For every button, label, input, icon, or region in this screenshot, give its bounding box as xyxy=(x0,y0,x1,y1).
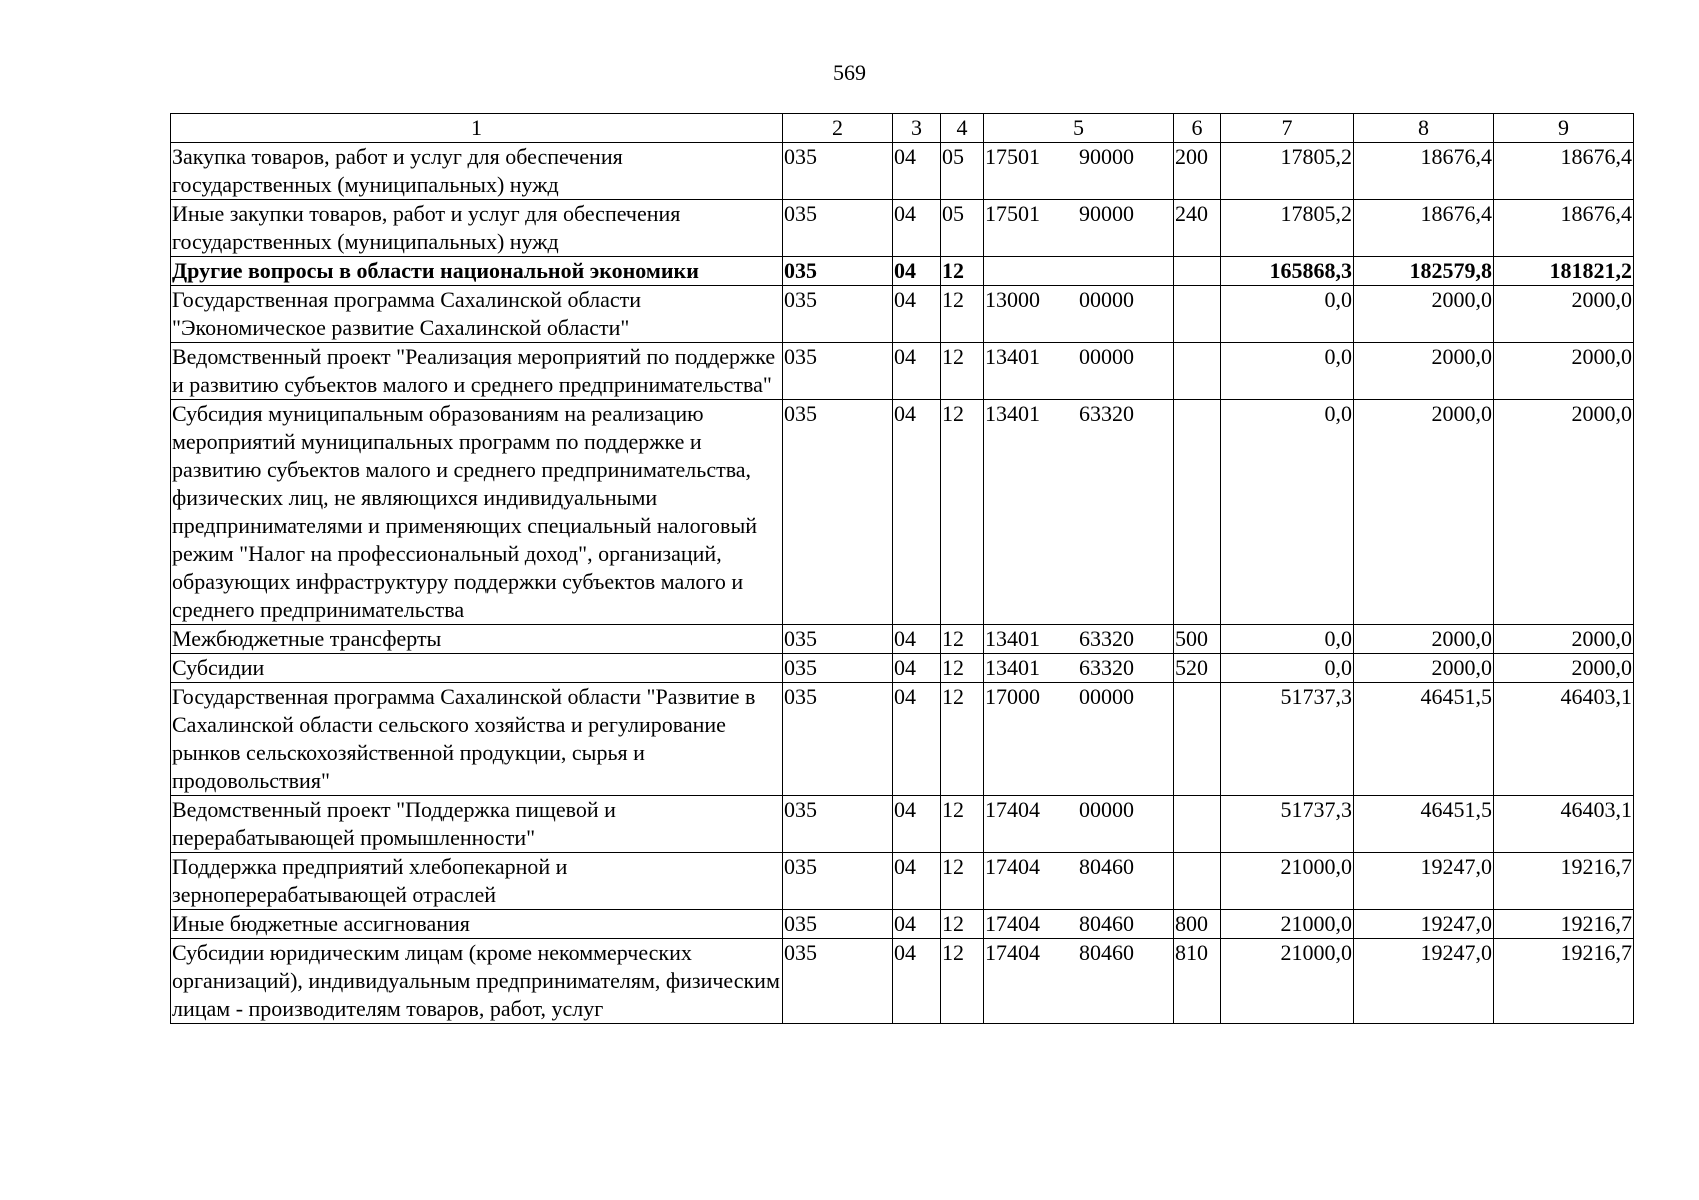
admin-code-cell: 035 xyxy=(783,625,893,654)
target-article-cell xyxy=(984,200,1174,257)
program-code: 17501 xyxy=(985,144,1040,169)
amount-col7-cell: 0,0 xyxy=(1221,343,1354,400)
expense-type-cell: 520 xyxy=(1174,654,1221,683)
amount-col8-cell: 19247,0 xyxy=(1354,939,1494,1024)
row-name-cell: Ведомственный проект "Реализация мероприятий по поддержке и развитию субъектов малого и среднего предпринимательства" xyxy=(171,343,783,400)
target-article-cell xyxy=(984,143,1174,200)
subsection-cell: 12 xyxy=(941,286,984,343)
section-cell: 04 xyxy=(893,200,941,257)
amount-col7-cell: 165868,3 xyxy=(1221,257,1354,286)
section-cell: 04 xyxy=(893,654,941,683)
target-article-cell xyxy=(984,654,1174,683)
amount-col9-cell: 19216,7 xyxy=(1494,910,1634,939)
header-cell: 6 xyxy=(1174,114,1221,143)
table-row xyxy=(171,654,1634,683)
target-article-cell xyxy=(984,257,1174,286)
amount-col7-cell: 17805,2 xyxy=(1221,143,1354,200)
subsection-cell: 12 xyxy=(941,343,984,400)
header-cell: 5 xyxy=(984,114,1174,143)
program-code: 13401 xyxy=(985,344,1040,369)
amount-col8-cell: 2000,0 xyxy=(1354,343,1494,400)
table-body xyxy=(171,143,1634,1024)
section-cell: 04 xyxy=(893,257,941,286)
expense-type-cell xyxy=(1174,683,1221,796)
row-name-cell: Государственная программа Сахалинской области "Развитие в Сахалинской области сельского хозяйства и регулирование рынков сельскохозяйственной продукции, сырья и продовольствия" xyxy=(171,683,783,796)
section-cell: 04 xyxy=(893,683,941,796)
row-name-cell: Иные закупки товаров, работ и услуг для обеспечения государственных (муниципальных) нужд xyxy=(171,200,783,257)
amount-col8-cell: 2000,0 xyxy=(1354,625,1494,654)
amount-col7-cell: 21000,0 xyxy=(1221,853,1354,910)
row-name-cell: Поддержка предприятий хлебопекарной и зерноперерабатывающей отраслей xyxy=(171,853,783,910)
table-row xyxy=(171,286,1634,343)
program-code: 17404 xyxy=(985,854,1040,879)
table-row xyxy=(171,343,1634,400)
program-code: 13401 xyxy=(985,401,1040,426)
amount-col7-cell: 0,0 xyxy=(1221,400,1354,625)
amount-col9-cell: 18676,4 xyxy=(1494,143,1634,200)
amount-col7-cell: 17805,2 xyxy=(1221,200,1354,257)
admin-code-cell: 035 xyxy=(783,683,893,796)
table-row xyxy=(171,257,1634,286)
subsection-cell: 12 xyxy=(941,654,984,683)
admin-code-cell: 035 xyxy=(783,286,893,343)
header-cell: 8 xyxy=(1354,114,1494,143)
program-code: 17000 xyxy=(985,684,1040,709)
amount-col9-cell: 2000,0 xyxy=(1494,343,1634,400)
admin-code-cell: 035 xyxy=(783,654,893,683)
target-article-cell xyxy=(984,796,1174,853)
amount-col9-cell: 19216,7 xyxy=(1494,853,1634,910)
subsection-cell: 12 xyxy=(941,683,984,796)
section-cell: 04 xyxy=(893,143,941,200)
amount-col9-cell: 46403,1 xyxy=(1494,683,1634,796)
expense-type-cell: 240 xyxy=(1174,200,1221,257)
expense-type-cell: 800 xyxy=(1174,910,1221,939)
direction-code: 00000 xyxy=(1079,287,1134,312)
expense-type-cell: 810 xyxy=(1174,939,1221,1024)
direction-code: 63320 xyxy=(1079,401,1134,426)
admin-code-cell: 035 xyxy=(783,910,893,939)
section-cell: 04 xyxy=(893,853,941,910)
amount-col7-cell: 0,0 xyxy=(1221,625,1354,654)
amount-col9-cell: 19216,7 xyxy=(1494,939,1634,1024)
admin-code-cell: 035 xyxy=(783,796,893,853)
section-cell: 04 xyxy=(893,910,941,939)
row-name-cell: Закупка товаров, работ и услуг для обеспечения государственных (муниципальных) нужд xyxy=(171,143,783,200)
row-name-cell: Ведомственный проект "Поддержка пищевой и перерабатывающей промышленности" xyxy=(171,796,783,853)
expense-type-cell xyxy=(1174,343,1221,400)
table-row xyxy=(171,400,1634,625)
amount-col8-cell: 19247,0 xyxy=(1354,853,1494,910)
target-article-cell xyxy=(984,400,1174,625)
row-name-cell: Другие вопросы в области национальной экономики xyxy=(171,257,783,286)
target-article-cell xyxy=(984,343,1174,400)
expense-type-cell xyxy=(1174,853,1221,910)
row-name-cell: Межбюджетные трансферты xyxy=(171,625,783,654)
header-cell: 1 xyxy=(171,114,783,143)
row-name-cell: Субсидии юридическим лицам (кроме некоммерческих организаций), индивидуальным предпринимателям, физическим лицам - производителям товаров, работ, услуг xyxy=(171,939,783,1024)
program-code: 17404 xyxy=(985,940,1040,965)
admin-code-cell: 035 xyxy=(783,200,893,257)
target-article-cell xyxy=(984,910,1174,939)
expense-type-cell: 200 xyxy=(1174,143,1221,200)
subsection-cell: 12 xyxy=(941,910,984,939)
amount-col7-cell: 0,0 xyxy=(1221,286,1354,343)
section-cell: 04 xyxy=(893,400,941,625)
row-name-cell: Иные бюджетные ассигнования xyxy=(171,910,783,939)
row-name-cell: Государственная программа Сахалинской области "Экономическое развитие Сахалинской области" xyxy=(171,286,783,343)
row-name-cell: Субсидии xyxy=(171,654,783,683)
expense-type-cell xyxy=(1174,400,1221,625)
amount-col8-cell: 2000,0 xyxy=(1354,400,1494,625)
amount-col7-cell: 51737,3 xyxy=(1221,796,1354,853)
admin-code-cell: 035 xyxy=(783,257,893,286)
direction-code: 00000 xyxy=(1079,684,1134,709)
program-code: 17404 xyxy=(985,797,1040,822)
admin-code-cell: 035 xyxy=(783,143,893,200)
subsection-cell: 05 xyxy=(941,143,984,200)
header-cell: 2 xyxy=(783,114,893,143)
amount-col9-cell: 18676,4 xyxy=(1494,200,1634,257)
amount-col9-cell: 2000,0 xyxy=(1494,625,1634,654)
direction-code: 63320 xyxy=(1079,626,1134,651)
target-article-cell xyxy=(984,625,1174,654)
section-cell: 04 xyxy=(893,343,941,400)
direction-code: 80460 xyxy=(1079,854,1134,879)
amount-col8-cell: 19247,0 xyxy=(1354,910,1494,939)
table-row xyxy=(171,625,1634,654)
table-row xyxy=(171,143,1634,200)
section-cell: 04 xyxy=(893,939,941,1024)
amount-col7-cell: 0,0 xyxy=(1221,654,1354,683)
page-number: 569 xyxy=(833,60,866,85)
amount-col8-cell: 46451,5 xyxy=(1354,683,1494,796)
target-article-cell xyxy=(984,683,1174,796)
direction-code: 00000 xyxy=(1079,344,1134,369)
subsection-cell: 05 xyxy=(941,200,984,257)
amount-col9-cell: 46403,1 xyxy=(1494,796,1634,853)
table-row xyxy=(171,683,1634,796)
target-article-cell xyxy=(984,939,1174,1024)
target-article-cell xyxy=(984,286,1174,343)
program-code: 17501 xyxy=(985,201,1040,226)
target-article-cell xyxy=(984,853,1174,910)
amount-col9-cell: 2000,0 xyxy=(1494,654,1634,683)
amount-col9-cell: 2000,0 xyxy=(1494,400,1634,625)
admin-code-cell: 035 xyxy=(783,853,893,910)
admin-code-cell: 035 xyxy=(783,939,893,1024)
section-cell: 04 xyxy=(893,796,941,853)
budget-table xyxy=(170,113,1634,1024)
amount-col8-cell: 2000,0 xyxy=(1354,654,1494,683)
expense-type-cell xyxy=(1174,257,1221,286)
amount-col7-cell: 51737,3 xyxy=(1221,683,1354,796)
amount-col8-cell: 2000,0 xyxy=(1354,286,1494,343)
expense-type-cell xyxy=(1174,796,1221,853)
header-cell: 4 xyxy=(941,114,984,143)
subsection-cell: 12 xyxy=(941,939,984,1024)
table-row xyxy=(171,796,1634,853)
subsection-cell: 12 xyxy=(941,400,984,625)
amount-col9-cell: 181821,2 xyxy=(1494,257,1634,286)
header-cell: 3 xyxy=(893,114,941,143)
subsection-cell: 12 xyxy=(941,257,984,286)
direction-code: 63320 xyxy=(1079,655,1134,680)
section-cell: 04 xyxy=(893,625,941,654)
admin-code-cell: 035 xyxy=(783,343,893,400)
amount-col8-cell: 46451,5 xyxy=(1354,796,1494,853)
header-row xyxy=(171,114,1634,143)
subsection-cell: 12 xyxy=(941,625,984,654)
header-cell: 7 xyxy=(1221,114,1354,143)
direction-code: 80460 xyxy=(1079,911,1134,936)
expense-type-cell: 500 xyxy=(1174,625,1221,654)
subsection-cell: 12 xyxy=(941,796,984,853)
row-name-cell: Субсидия муниципальным образованиям на реализацию мероприятий муниципальных программ по поддержке и развитию субъектов малого и среднего предпринимательства, физических лиц, не являющихся индивидуальными предпринимателями и применяющих специальный налоговый режим "Налог на профессиональный доход", организаций, образующих инфраструктуру поддержки субъектов малого и среднего предпринимательства xyxy=(171,400,783,625)
header-cell: 9 xyxy=(1494,114,1634,143)
program-code: 13401 xyxy=(985,626,1040,651)
amount-col8-cell: 18676,4 xyxy=(1354,143,1494,200)
program-code: 17404 xyxy=(985,911,1040,936)
program-code: 13401 xyxy=(985,655,1040,680)
admin-code-cell: 035 xyxy=(783,400,893,625)
amount-col8-cell: 182579,8 xyxy=(1354,257,1494,286)
table-row xyxy=(171,939,1634,1024)
table-row xyxy=(171,853,1634,910)
table-row xyxy=(171,910,1634,939)
direction-code: 80460 xyxy=(1079,940,1134,965)
expense-type-cell xyxy=(1174,286,1221,343)
section-cell: 04 xyxy=(893,286,941,343)
direction-code: 00000 xyxy=(1079,797,1134,822)
direction-code: 90000 xyxy=(1079,201,1134,226)
subsection-cell: 12 xyxy=(941,853,984,910)
program-code: 13000 xyxy=(985,287,1040,312)
amount-col7-cell: 21000,0 xyxy=(1221,939,1354,1024)
amount-col7-cell: 21000,0 xyxy=(1221,910,1354,939)
table-row xyxy=(171,200,1634,257)
direction-code: 90000 xyxy=(1079,144,1134,169)
amount-col8-cell: 18676,4 xyxy=(1354,200,1494,257)
amount-col9-cell: 2000,0 xyxy=(1494,286,1634,343)
